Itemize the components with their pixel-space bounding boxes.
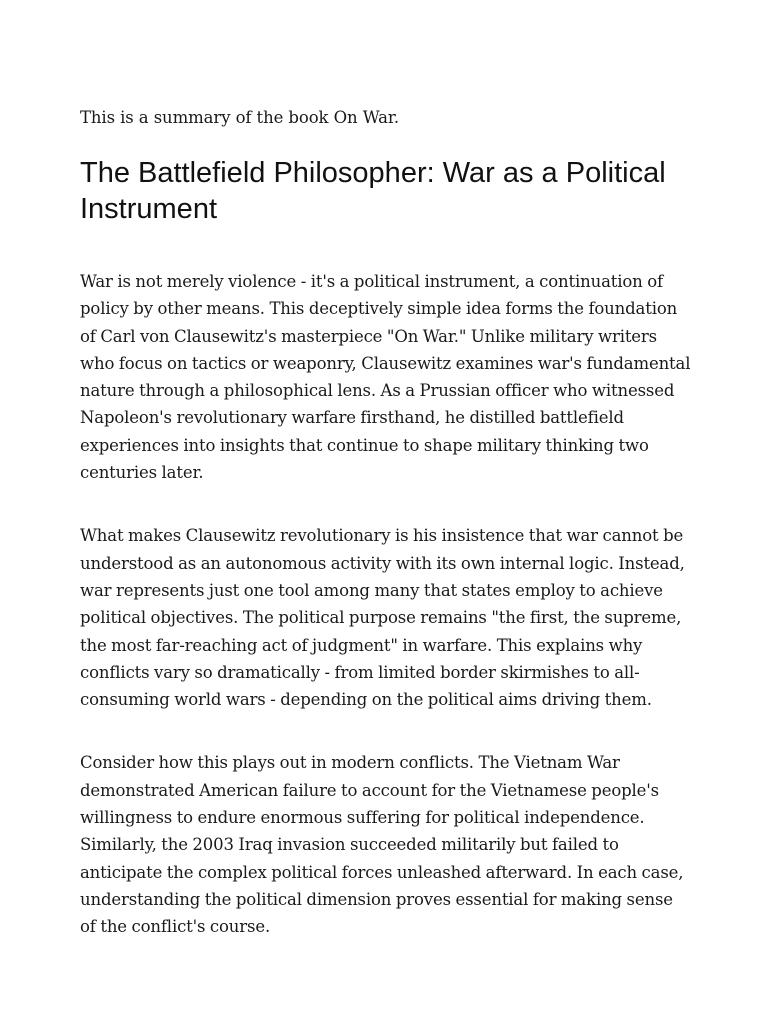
section-title: The Battlefield Philosopher: War as a Political Instrument — [80, 157, 666, 225]
document-page — [80, 104, 692, 941]
body-paragraph-3: Consider how this plays out in modern conflicts. The Vietnam War demonstrated American failure to account for the Vietnamese people's willingness to endure enormous suffering for political independence. Similarly, the 2003 Iraq invasion succeeded militarily but failed to anticipate the complex political forces unleashed afterward. In each case, understanding the political dimension proves essential for making sense of the conflict's course. — [80, 753, 684, 937]
body-paragraph-2: What makes Clausewitz revolutionary is his insistence that war cannot be understood as an autonomous activity with its own internal logic. Instead, war represents just one tool among many that states employ to achieve political objectives. The political purpose remains "the first, the supreme, the most far-reaching act of judgment" in warfare. This explains why conflicts vary so dramatically - from limited border skirmishes to all-consuming world wars - depending on the political aims driving them. — [80, 526, 685, 710]
intro-text: This is a summary of the book On War. — [80, 108, 399, 127]
body-paragraph-1: War is not merely violence - it's a political instrument, a continuation of policy by other means. This deceptively simple idea forms the foundation of Carl von Clausewitz's masterpiece "On War." Unlike military writers who focus on tactics or weaponry, Clausewitz examines war's fundamental nature through a philosophical lens. As a Prussian officer who witnessed Napoleon's revolutionary warfare firsthand, he distilled battlefield experiences into insights that continue to shape military thinking two centuries later. — [80, 272, 691, 483]
